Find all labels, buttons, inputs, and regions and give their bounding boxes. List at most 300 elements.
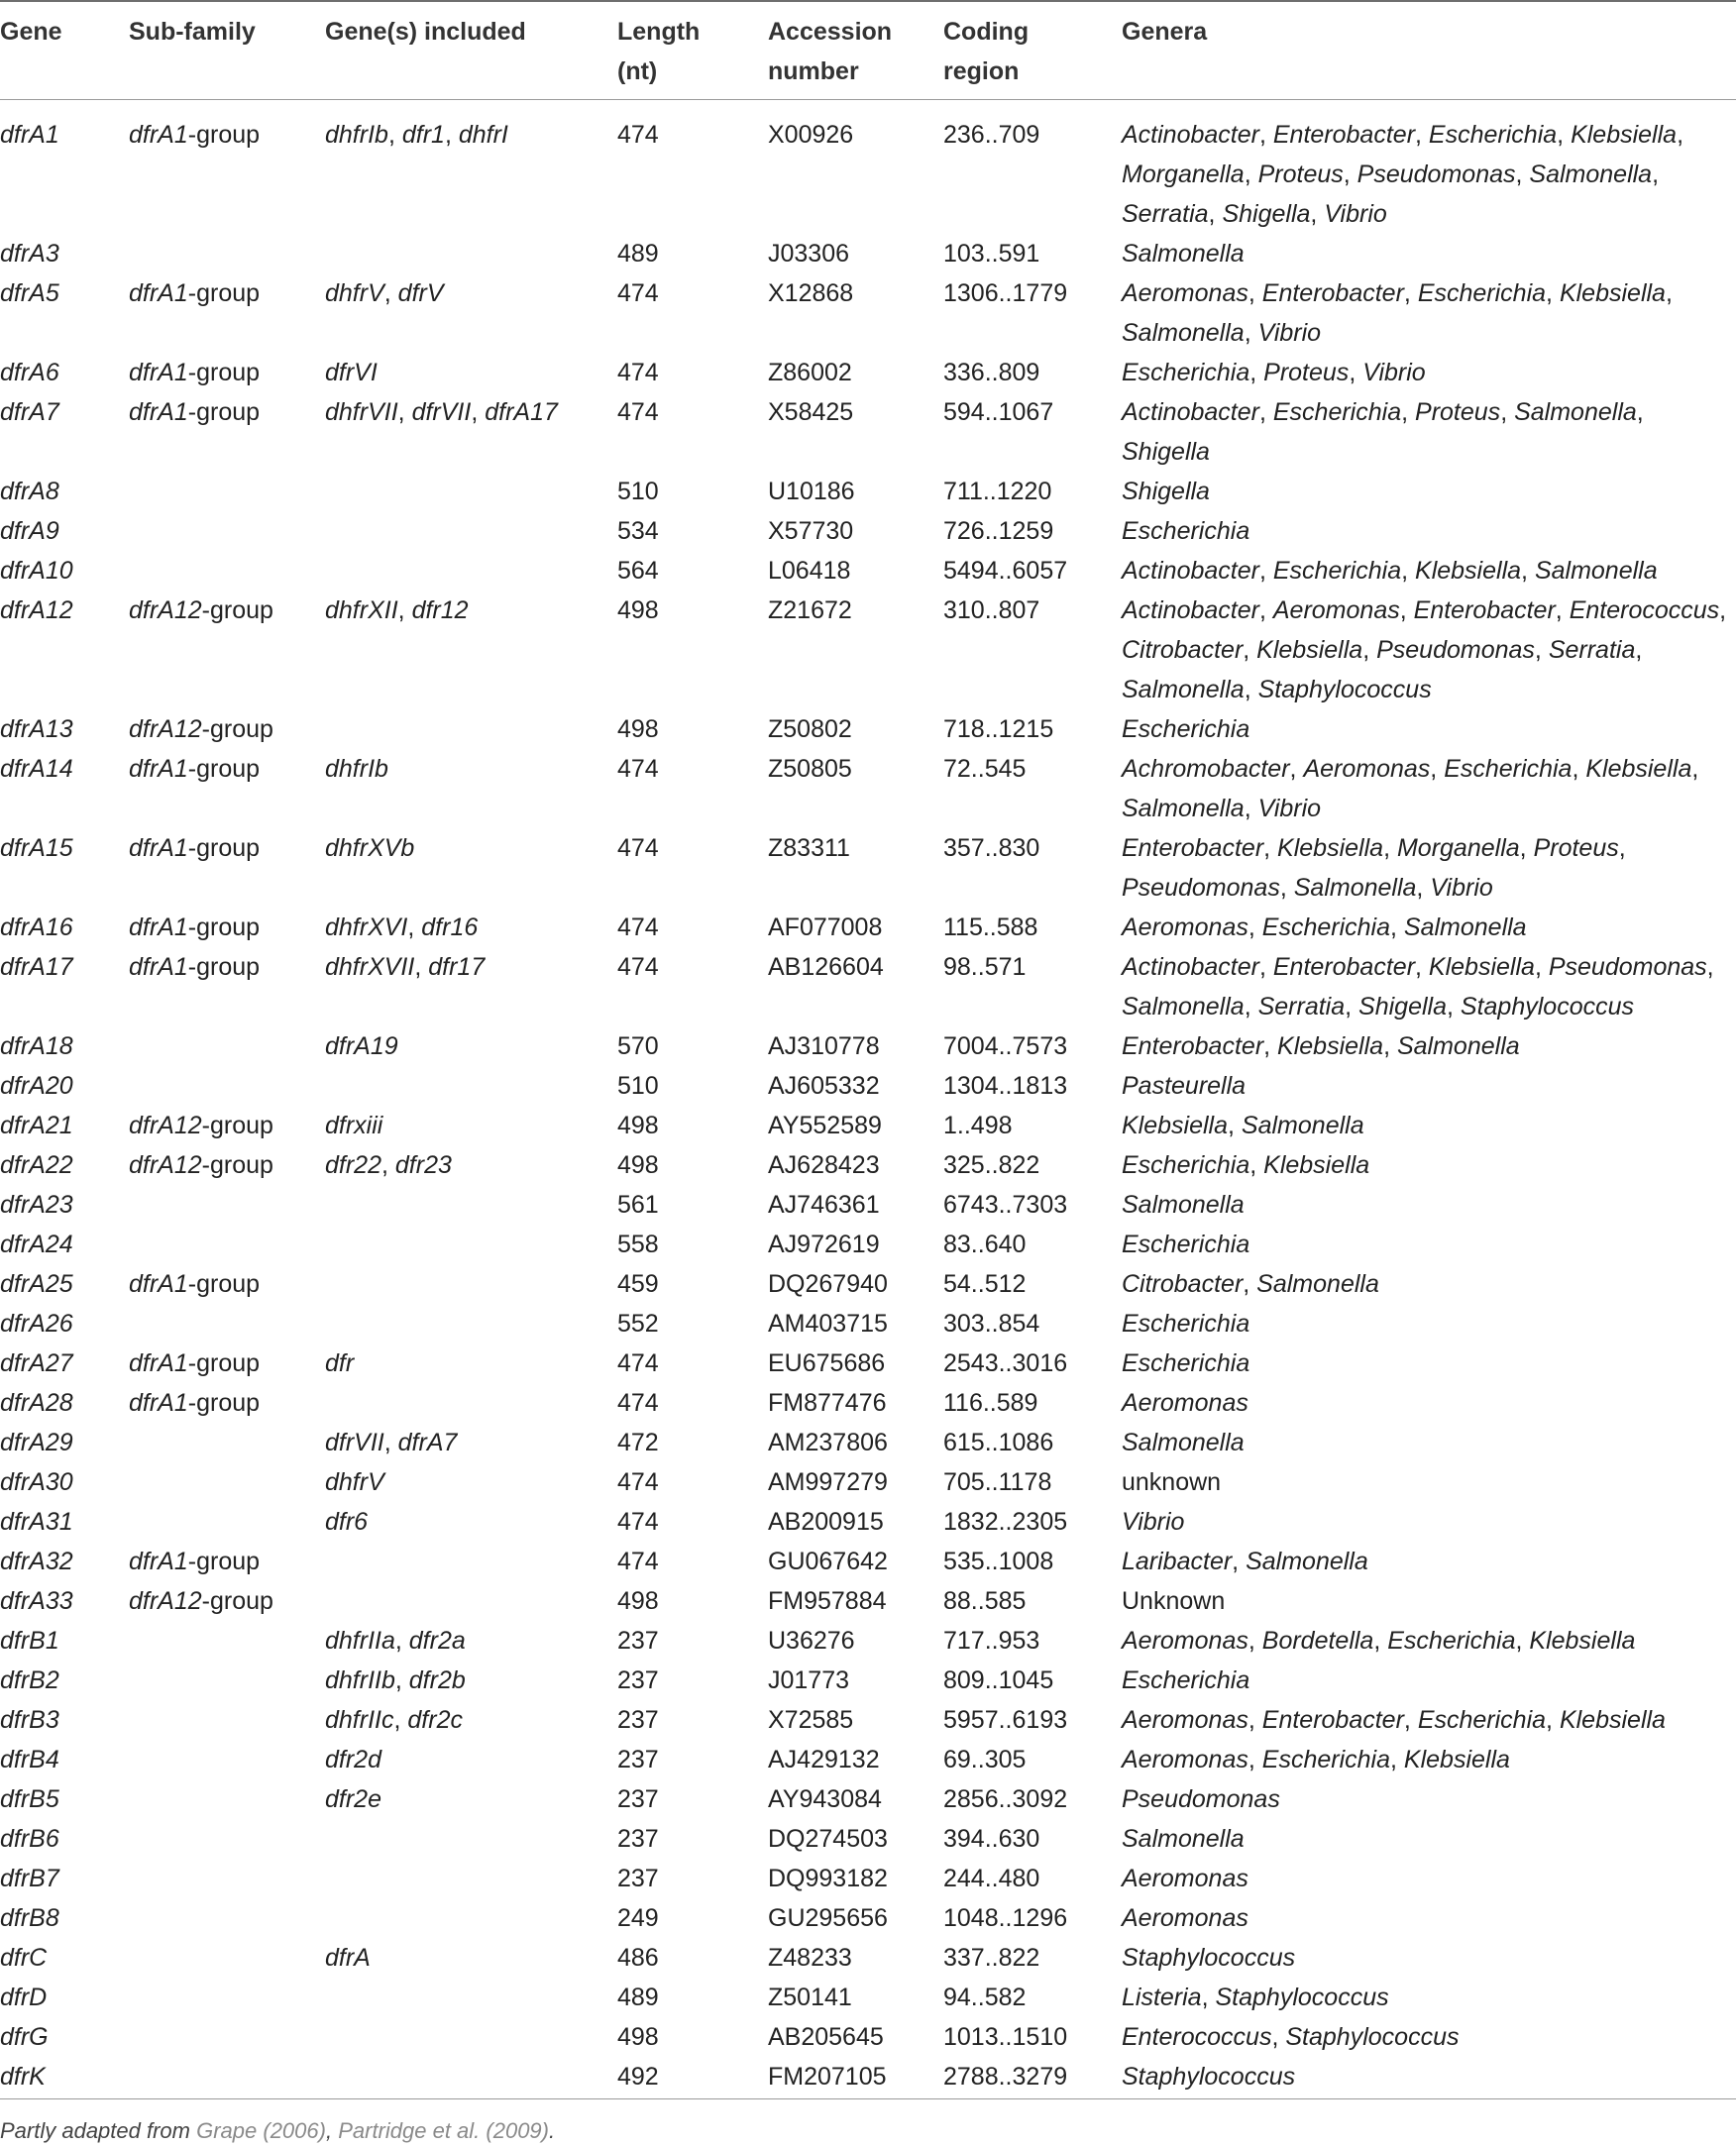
gene-cell: dfrA28 [0, 1389, 73, 1417]
gene-cell: dfrB8 [0, 1904, 59, 1932]
accession-cell: AB126604 [768, 953, 884, 981]
sub-family-cell [129, 1462, 325, 1502]
table-row [0, 1542, 1736, 1581]
table-row [0, 749, 1736, 828]
coding-region-cell: 394..630 [943, 1825, 1040, 1853]
header-coding-region: Coding region [943, 18, 1030, 85]
genes-included-cell [325, 511, 617, 551]
coding-region-cell: 1048..1296 [943, 1904, 1068, 1932]
coding-region-cell: 1304..1813 [943, 1072, 1068, 1100]
coding-region-cell: 303..854 [943, 1310, 1040, 1338]
accession-cell: U10186 [768, 478, 855, 505]
table-row [0, 590, 1736, 709]
genera-cell: Aeromonas [1122, 1904, 1248, 1932]
length-cell: 498 [617, 1112, 659, 1139]
table-row [0, 1740, 1736, 1779]
sub-family-cell [129, 1423, 325, 1462]
sub-family-cell [129, 234, 325, 273]
sub-family-cell [129, 1621, 325, 1661]
genes-included-cell: dhfrIIa, dfr2a [325, 1627, 466, 1655]
genes-included-cell: dhfrVII, dfrVII, dfrA17 [325, 398, 558, 426]
accession-cell: X58425 [768, 398, 854, 426]
genera-cell: Actinobacter, Escherichia, Proteus, Salmonella, Shigella [1122, 398, 1644, 466]
sub-family-cell [129, 2057, 325, 2096]
gene-cell: dfrA26 [0, 1310, 73, 1338]
accession-cell: EU675686 [768, 1349, 886, 1377]
sub-family-cell: dfrA1-group [129, 1389, 261, 1417]
sub-family-cell: dfrA1-group [129, 913, 261, 941]
genes-included-cell: dfrA [325, 1944, 371, 1972]
table-row [0, 2057, 1736, 2096]
accession-cell: AJ605332 [768, 1072, 880, 1100]
gene-cell: dfrB1 [0, 1627, 59, 1655]
genes-included-cell: dhfrIIb, dfr2b [325, 1666, 466, 1694]
table-row [0, 1343, 1736, 1383]
coding-region-cell: 1832..2305 [943, 1508, 1068, 1536]
table-row [0, 1185, 1736, 1225]
sub-family-cell [129, 1819, 325, 1859]
genera-cell: Enterobacter, Klebsiella, Salmonella [1122, 1032, 1520, 1060]
coding-region-cell: 705..1178 [943, 1468, 1052, 1496]
table-row [0, 392, 1736, 472]
length-cell: 237 [617, 1627, 659, 1655]
genes-included-cell: dfr2e [325, 1785, 381, 1813]
table-row [0, 1859, 1736, 1898]
sub-family-cell: dfrA1-group [129, 1270, 261, 1298]
genes-included-cell [325, 1383, 617, 1423]
coding-region-cell: 310..807 [943, 596, 1040, 624]
table-row [0, 1383, 1736, 1423]
length-cell: 474 [617, 834, 659, 862]
gene-cell: dfrA12 [0, 596, 73, 624]
citation-link[interactable]: Partridge et al. (2009) [338, 2118, 549, 2143]
genes-included-cell [325, 1225, 617, 1264]
table-row [0, 1423, 1736, 1462]
accession-cell: Z50805 [768, 755, 852, 783]
length-cell: 498 [617, 2023, 659, 2051]
gene-cell: dfrC [0, 1944, 48, 1972]
length-cell: 474 [617, 359, 659, 386]
sub-family-cell: dfrA12-group [129, 596, 273, 624]
coding-region-cell: 615..1086 [943, 1429, 1054, 1456]
length-cell: 489 [617, 1984, 659, 2011]
genes-included-cell [325, 234, 617, 273]
table-row [0, 1621, 1736, 1661]
accession-cell: AF077008 [768, 913, 883, 941]
length-cell: 486 [617, 1944, 659, 1972]
coding-region-cell: 2788..3279 [943, 2063, 1068, 2091]
genes-included-cell: dfr [325, 1349, 355, 1377]
genera-cell: unknown [1122, 1468, 1222, 1496]
genes-included-cell [325, 1304, 617, 1343]
genera-cell: Pseudomonas [1122, 1785, 1280, 1813]
gene-cell: dfrA25 [0, 1270, 73, 1298]
length-cell: 237 [617, 1865, 659, 1892]
genera-cell: Aeromonas [1122, 1865, 1248, 1892]
genera-cell: Escherichia, Klebsiella [1122, 1151, 1370, 1179]
genes-included-cell: dhfrV [325, 1468, 384, 1496]
sub-family-cell [129, 1859, 325, 1898]
genera-cell: Citrobacter, Salmonella [1122, 1270, 1379, 1298]
header-accession: Accession number [768, 18, 893, 85]
length-cell: 498 [617, 596, 659, 624]
coding-region-cell: 6743..7303 [943, 1191, 1068, 1219]
coding-region-cell: 116..589 [943, 1389, 1038, 1417]
genes-included-cell [325, 2017, 617, 2057]
genes-included-cell: dhfrIb [325, 755, 388, 783]
gene-cell: dfrA5 [0, 279, 59, 307]
genera-cell: Achromobacter, Aeromonas, Escherichia, Klebsiella, Salmonella, Vibrio [1122, 755, 1699, 822]
accession-cell: AY943084 [768, 1785, 882, 1813]
coding-region-cell: 711..1220 [943, 478, 1052, 505]
coding-region-cell: 1..498 [943, 1112, 1013, 1139]
length-cell: 474 [617, 913, 659, 941]
sub-family-cell [129, 472, 325, 511]
table-bottom-rule [0, 2098, 1736, 2099]
genera-cell: Klebsiella, Salmonella [1122, 1112, 1364, 1139]
genes-included-cell: dhfrXVII, dfr17 [325, 953, 486, 981]
sub-family-cell [129, 551, 325, 590]
sub-family-cell [129, 1026, 325, 1066]
length-cell: 459 [617, 1270, 659, 1298]
table-row [0, 1304, 1736, 1343]
sub-family-cell [129, 1938, 325, 1978]
genes-included-cell [325, 1185, 617, 1225]
genes-included-cell [325, 2057, 617, 2096]
table-row [0, 551, 1736, 590]
gene-cell: dfrA31 [0, 1508, 73, 1536]
sub-family-cell: dfrA1-group [129, 121, 261, 149]
gene-cell: dfrA29 [0, 1429, 73, 1456]
table-row [0, 273, 1736, 353]
accession-cell: X57730 [768, 517, 854, 545]
coding-region-cell: 83..640 [943, 1231, 1027, 1258]
sub-family-cell: dfrA1-group [129, 1349, 261, 1377]
table-row [0, 1700, 1736, 1740]
table-row [0, 1066, 1736, 1106]
genera-cell: Escherichia, Proteus, Vibrio [1122, 359, 1426, 386]
table-row [0, 101, 1736, 234]
coding-region-cell: 337..822 [943, 1944, 1040, 1972]
length-cell: 510 [617, 478, 659, 505]
table-row [0, 828, 1736, 908]
gene-cell: dfrA3 [0, 240, 59, 268]
accession-cell: J01773 [768, 1666, 850, 1694]
length-cell: 552 [617, 1310, 659, 1338]
gene-cell: dfrA17 [0, 953, 73, 981]
table-row [0, 1938, 1736, 1978]
accession-cell: Z48233 [768, 1944, 852, 1972]
coding-region-cell: 5957..6193 [943, 1706, 1068, 1734]
sub-family-cell: dfrA12-group [129, 1151, 273, 1179]
table-row [0, 2017, 1736, 2057]
accession-cell: DQ267940 [768, 1270, 888, 1298]
accession-cell: AM237806 [768, 1429, 888, 1456]
sub-family-cell [129, 1661, 325, 1700]
genes-included-cell [325, 551, 617, 590]
length-cell: 498 [617, 1151, 659, 1179]
length-cell: 489 [617, 240, 659, 268]
table-row [0, 1819, 1736, 1859]
accession-cell: FM877476 [768, 1389, 887, 1417]
gene-cell: dfrA8 [0, 478, 59, 505]
sub-family-cell [129, 1978, 325, 2017]
length-cell: 474 [617, 1508, 659, 1536]
gene-cell: dfrA10 [0, 557, 73, 585]
accession-cell: X12868 [768, 279, 854, 307]
gene-cell: dfrB2 [0, 1666, 59, 1694]
genera-cell: Aeromonas, Escherichia, Klebsiella [1122, 1746, 1510, 1773]
coding-region-cell: 717..953 [943, 1627, 1040, 1655]
length-cell: 474 [617, 1349, 659, 1377]
genes-included-cell [325, 1264, 617, 1304]
coding-region-cell: 5494..6057 [943, 557, 1068, 585]
genes-included-cell [325, 472, 617, 511]
accession-cell: DQ993182 [768, 1865, 888, 1892]
sub-family-cell: dfrA12-group [129, 715, 273, 743]
genera-cell: Salmonella [1122, 240, 1245, 268]
sub-family-cell: dfrA1-group [129, 359, 261, 386]
accession-cell: AJ310778 [768, 1032, 880, 1060]
length-cell: 237 [617, 1825, 659, 1853]
coding-region-cell: 594..1067 [943, 398, 1054, 426]
accession-cell: GU295656 [768, 1904, 888, 1932]
table-row [0, 1779, 1736, 1819]
sub-family-cell [129, 1304, 325, 1343]
table-row [0, 1145, 1736, 1185]
coding-region-cell: 88..585 [943, 1587, 1027, 1615]
genera-cell: Escherichia [1122, 1231, 1250, 1258]
genes-included-cell [325, 1978, 617, 2017]
length-cell: 561 [617, 1191, 659, 1219]
gene-cell: dfrB3 [0, 1706, 59, 1734]
length-cell: 474 [617, 121, 659, 149]
sub-family-cell [129, 1185, 325, 1225]
sub-family-cell: dfrA1-group [129, 279, 261, 307]
genera-cell: Aeromonas, Escherichia, Salmonella [1122, 913, 1527, 941]
genera-cell: Actinobacter, Aeromonas, Enterobacter, Enterococcus, Citrobacter, Klebsiella, Pseudomonas, Serratia, Salmonella, Staphylococcus [1122, 596, 1727, 703]
gene-cell: dfrA27 [0, 1349, 73, 1377]
sub-family-cell: dfrA1-group [129, 1548, 261, 1575]
accession-cell: AJ628423 [768, 1151, 880, 1179]
gene-cell: dfrA9 [0, 517, 59, 545]
genes-included-cell [325, 1581, 617, 1621]
genera-cell: Staphylococcus [1122, 1944, 1296, 1972]
genes-included-cell: dhfrV, dfrV [325, 279, 444, 307]
coding-region-cell: 718..1215 [943, 715, 1054, 743]
accession-cell: L06418 [768, 557, 851, 585]
gene-cell: dfrB5 [0, 1785, 59, 1813]
genes-included-cell: dhfrIb, dfr1, dhfrI [325, 121, 508, 149]
gene-cell: dfrA1 [0, 121, 59, 149]
accession-cell: Z50802 [768, 715, 852, 743]
length-cell: 472 [617, 1429, 659, 1456]
coding-region-cell: 1306..1779 [943, 279, 1068, 307]
coding-region-cell: 103..591 [943, 240, 1040, 268]
length-cell: 474 [617, 1548, 659, 1575]
genes-included-cell: dfr22, dfr23 [325, 1151, 452, 1179]
accession-cell: AB200915 [768, 1508, 884, 1536]
accession-cell: AB205645 [768, 2023, 884, 2051]
gene-cell: dfrA21 [0, 1112, 73, 1139]
table-row [0, 908, 1736, 947]
genes-included-cell: dfrA19 [325, 1032, 398, 1060]
table-row [0, 1502, 1736, 1542]
genes-included-cell: dfr2d [325, 1746, 381, 1773]
genera-cell: Aeromonas, Enterobacter, Escherichia, Klebsiella [1122, 1706, 1666, 1734]
gene-cell: dfrA16 [0, 913, 73, 941]
accession-cell: AJ429132 [768, 1746, 880, 1773]
gene-cell: dfrA18 [0, 1032, 73, 1060]
header-sub-family: Sub-family [129, 18, 256, 46]
gene-cell: dfrA32 [0, 1548, 73, 1575]
header-genera: Genera [1122, 18, 1208, 46]
coding-region-cell: 7004..7573 [943, 1032, 1068, 1060]
coding-region-cell: 1013..1510 [943, 2023, 1068, 2051]
genera-cell: Listeria, Staphylococcus [1122, 1984, 1389, 2011]
accession-cell: DQ274503 [768, 1825, 888, 1853]
gene-cell: dfrA30 [0, 1468, 73, 1496]
table-row [0, 472, 1736, 511]
length-cell: 474 [617, 1468, 659, 1496]
accession-cell: Z50141 [768, 1984, 852, 2011]
table-row [0, 234, 1736, 273]
accession-cell: Z83311 [768, 834, 850, 862]
genes-included-cell: dhfrXVI, dfr16 [325, 913, 479, 941]
table-row [0, 1661, 1736, 1700]
genera-cell: Pasteurella [1122, 1072, 1247, 1100]
table-row [0, 947, 1736, 1026]
length-cell: 498 [617, 715, 659, 743]
length-cell: 474 [617, 1389, 659, 1417]
genes-included-cell: dhfrXVb [325, 834, 415, 862]
length-cell: 492 [617, 2063, 659, 2091]
coding-region-cell: 535..1008 [943, 1548, 1054, 1575]
accession-cell: Z21672 [768, 596, 852, 624]
table-row [0, 1898, 1736, 1938]
sub-family-cell: dfrA12-group [129, 1112, 273, 1139]
genera-cell: Actinobacter, Enterobacter, Escherichia, Klebsiella, Morganella, Proteus, Pseudomonas, Salmonella, Serratia, Shigella, Vibrio [1122, 121, 1684, 228]
gene-cell: dfrB6 [0, 1825, 59, 1853]
table-row [0, 1462, 1736, 1502]
gene-cell: dfrA23 [0, 1191, 73, 1219]
length-cell: 474 [617, 279, 659, 307]
coding-region-cell: 72..545 [943, 755, 1027, 783]
accession-cell: AJ972619 [768, 1231, 880, 1258]
genera-cell: Escherichia [1122, 517, 1250, 545]
coding-region-cell: 2543..3016 [943, 1349, 1068, 1377]
table-row [0, 1225, 1736, 1264]
header-length: Length (nt) [617, 18, 701, 85]
sub-family-cell [129, 1502, 325, 1542]
coding-region-cell: 69..305 [943, 1746, 1027, 1773]
accession-cell: AY552589 [768, 1112, 882, 1139]
coding-region-cell: 325..822 [943, 1151, 1040, 1179]
genes-included-cell [325, 1898, 617, 1938]
citation-link[interactable]: Grape (2006) [196, 2118, 326, 2143]
length-cell: 474 [617, 755, 659, 783]
genes-included-cell: dfr6 [325, 1508, 369, 1536]
gene-cell: dfrA20 [0, 1072, 73, 1100]
sub-family-cell [129, 511, 325, 551]
accession-cell: AM403715 [768, 1310, 888, 1338]
gene-cell: dfrA33 [0, 1587, 73, 1615]
genera-cell: Enterococcus, Staphylococcus [1122, 2023, 1460, 2051]
genera-cell: Aeromonas [1122, 1389, 1248, 1417]
genera-cell: Vibrio [1122, 1508, 1185, 1536]
genera-cell: Salmonella [1122, 1191, 1245, 1219]
accession-cell: Z86002 [768, 359, 852, 386]
genera-cell: Enterobacter, Klebsiella, Morganella, Proteus, Pseudomonas, Salmonella, Vibrio [1122, 834, 1626, 902]
accession-cell: AJ746361 [768, 1191, 880, 1219]
gene-cell: dfrA14 [0, 755, 73, 783]
genera-cell: Escherichia [1122, 715, 1250, 743]
genera-cell: Actinobacter, Enterobacter, Klebsiella, Pseudomonas, Salmonella, Serratia, Shigella, Staphylococcus [1122, 953, 1714, 1020]
sub-family-cell [129, 1779, 325, 1819]
sub-family-cell [129, 1898, 325, 1938]
sub-family-cell [129, 2017, 325, 2057]
genes-included-cell: dfrxiii [325, 1112, 383, 1139]
coding-region-cell: 98..571 [943, 953, 1027, 981]
header-gene: Gene [0, 18, 62, 46]
accession-cell: FM957884 [768, 1587, 887, 1615]
genes-included-cell: dhfrIIc, dfr2c [325, 1706, 463, 1734]
genes-included-cell: dhfrXII, dfr12 [325, 596, 469, 624]
table-row [0, 709, 1736, 749]
sub-family-cell: dfrA12-group [129, 1587, 273, 1615]
table-row [0, 353, 1736, 392]
gene-cell: dfrA22 [0, 1151, 73, 1179]
genera-cell: Shigella [1122, 478, 1210, 505]
genes-included-cell [325, 1819, 617, 1859]
table-row [0, 1264, 1736, 1304]
sub-family-cell [129, 1700, 325, 1740]
genes-included-cell [325, 709, 617, 749]
genes-included-cell: dfrVI [325, 359, 378, 386]
length-cell: 474 [617, 953, 659, 981]
header-rule [0, 99, 1736, 100]
sub-family-cell: dfrA1-group [129, 398, 261, 426]
gene-cell: dfrK [0, 2063, 46, 2091]
genes-included-cell [325, 1066, 617, 1106]
genera-cell: Escherichia [1122, 1310, 1250, 1338]
gene-cell: dfrB7 [0, 1865, 59, 1892]
length-cell: 564 [617, 557, 659, 585]
length-cell: 570 [617, 1032, 659, 1060]
coding-region-cell: 357..830 [943, 834, 1040, 862]
accession-cell: AM997279 [768, 1468, 888, 1496]
genera-cell: Aeromonas, Bordetella, Escherichia, Klebsiella [1122, 1627, 1636, 1655]
genera-cell: Aeromonas, Enterobacter, Escherichia, Klebsiella, Salmonella, Vibrio [1122, 279, 1673, 347]
sub-family-cell: dfrA1-group [129, 755, 261, 783]
table-row [0, 1978, 1736, 2017]
coding-region-cell: 726..1259 [943, 517, 1054, 545]
length-cell: 534 [617, 517, 659, 545]
length-cell: 498 [617, 1587, 659, 1615]
genera-cell: Escherichia [1122, 1666, 1250, 1694]
table-body [0, 101, 1736, 2096]
gene-cell: dfrA24 [0, 1231, 73, 1258]
genes-included-cell [325, 1859, 617, 1898]
table-row [0, 1581, 1736, 1621]
coding-region-cell: 54..512 [943, 1270, 1027, 1298]
genera-cell: Unknown [1122, 1587, 1226, 1615]
gene-cell: dfrD [0, 1984, 48, 2011]
coding-region-cell: 244..480 [943, 1865, 1040, 1892]
genera-cell: Salmonella [1122, 1825, 1245, 1853]
accession-cell: X00926 [768, 121, 854, 149]
accession-cell: X72585 [768, 1706, 854, 1734]
